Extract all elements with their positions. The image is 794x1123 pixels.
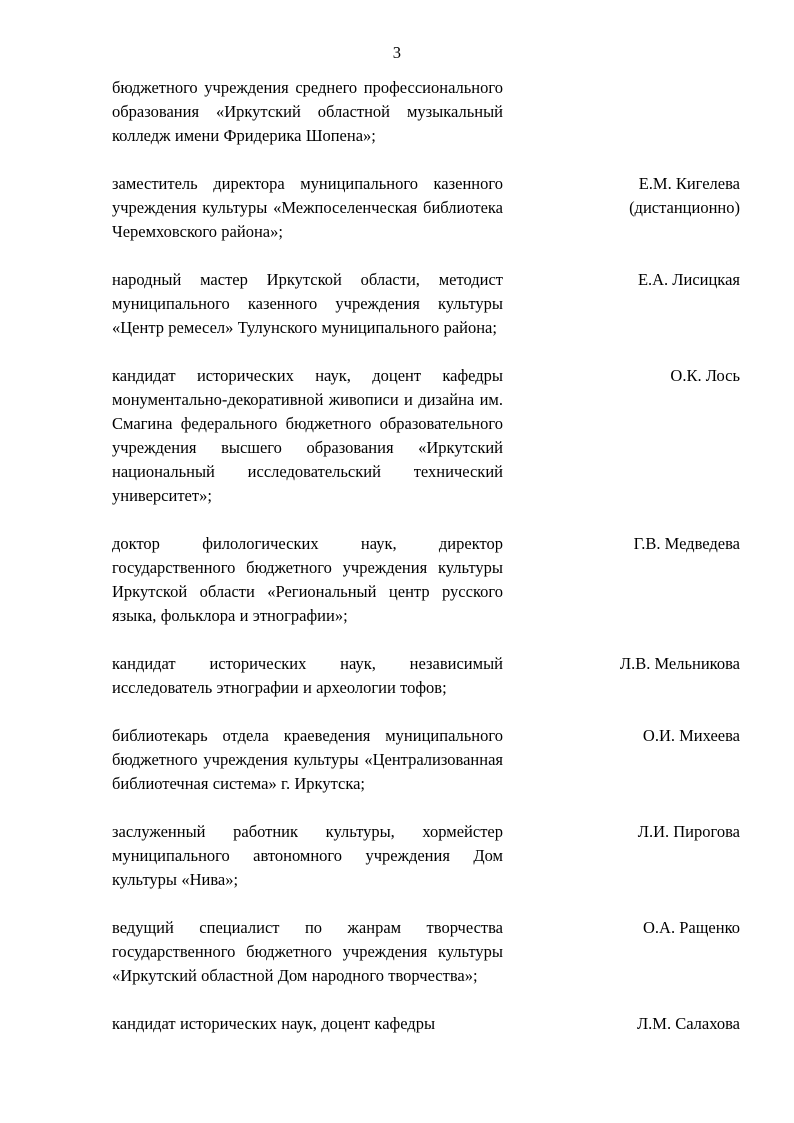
- list-item: [112, 364, 740, 508]
- entry-name: [530, 916, 740, 940]
- entry-description: библиотекарь отдела краеведения муниципального бюджетного учреждения культуры «Централизованная библиотечная система» г. Иркутска;: [112, 726, 503, 793]
- entry-person-name: Е.А. Лисицкая: [637, 270, 740, 289]
- list-item: [112, 532, 740, 628]
- entry-description: народный мастер Иркутской области, методист муниципального казенного учреждения культуры «Центр ремесел» Тулунского муниципального района;: [112, 270, 503, 337]
- entry-name: [530, 1012, 740, 1036]
- entry-description: доктор филологических наук, директор государственного бюджетного учреждения культуры Иркутской области «Региональный центр русского языка, фольклора и этнографии»;: [112, 534, 503, 625]
- entry-description: заместитель директора муниципального казенного учреждения культуры «Межпоселенческая библиотека Черемховского района»;: [112, 174, 503, 241]
- entry-description: кандидат исторических наук, доцент кафедры монументально-декоративной живописи и дизайна им. Смагина федерального бюджетного образовательного учреждения высшего образования «Иркутский национальный исследовательский технический университет»;: [112, 366, 503, 505]
- entry-description: ведущий специалист по жанрам творчества государственного бюджетного учреждения культуры «Иркутский областной Дом народного творчества»;: [112, 918, 503, 985]
- entry-name: [530, 820, 740, 844]
- entry-person-name: Л.И. Пирогова: [637, 822, 740, 841]
- entry-name: [530, 532, 740, 556]
- list-item: [112, 916, 740, 988]
- list-item: [112, 76, 740, 148]
- list-item: [112, 820, 740, 892]
- entry-person-name: О.И. Михеева: [642, 726, 740, 745]
- entry-person-name: О.А. Ращенко: [643, 918, 740, 937]
- entry-description: кандидат исторических наук, доцент кафедры: [112, 1014, 436, 1033]
- entry-description: заслуженный работник культуры, хормейстер муниципального автономного учреждения Дом культуры «Нива»;: [112, 822, 503, 889]
- entry-person-name: О.К. Лось: [670, 366, 740, 385]
- entry-attendance-note: (дистанционно): [629, 198, 740, 217]
- entry-name: [530, 364, 740, 388]
- entry-name: [530, 724, 740, 748]
- entry-name: [530, 172, 740, 220]
- list-item: [112, 268, 740, 340]
- entry-name: [530, 268, 740, 292]
- entry-description: бюджетного учреждения среднего профессионального образования «Иркутский областной музыкальный колледж имени Фридерика Шопена»;: [112, 78, 503, 145]
- page-number: 3: [392, 43, 402, 62]
- list-item: [112, 1012, 740, 1036]
- list-item: [112, 724, 740, 796]
- entry-name: [530, 652, 740, 676]
- entry-person-name: Л.М. Салахова: [636, 1014, 740, 1033]
- list-item: [112, 172, 740, 244]
- entry-person-name: Л.В. Мельникова: [619, 654, 740, 673]
- entry-list: [112, 76, 740, 1036]
- entry-description: кандидат исторических наук, независимый исследователь этнографии и археологии тофов;: [112, 654, 503, 697]
- entry-person-name: Г.В. Медведева: [633, 534, 740, 553]
- entry-person-name: Е.М. Кигелева: [638, 174, 740, 193]
- list-item: [112, 652, 740, 700]
